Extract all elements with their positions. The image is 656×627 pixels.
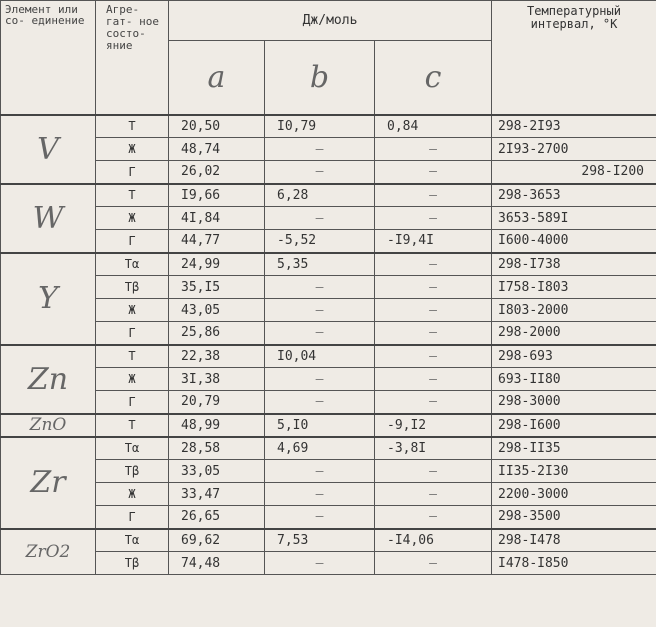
coef-b-cell: — (265, 460, 375, 483)
coef-c-cell: — (375, 506, 492, 529)
table-row (1, 115, 656, 138)
temp-range-cell: 298-2I93 (492, 115, 656, 138)
coef-b-cell: — (265, 322, 375, 345)
coef-a-cell: 28,58 (169, 437, 265, 460)
table-row (1, 552, 656, 575)
table-row (1, 253, 656, 276)
coef-a-cell: 74,48 (169, 552, 265, 575)
element-cell: W (1, 184, 96, 253)
coef-a-cell: 33,05 (169, 460, 265, 483)
temp-range-cell: 298-3653 (492, 184, 656, 207)
table-row (1, 414, 656, 437)
state-cell: Т (96, 414, 169, 437)
temp-range-cell: 298-II35 (492, 437, 656, 460)
coef-c-cell: — (375, 322, 492, 345)
temp-range-cell: 3653-589I (492, 207, 656, 230)
element-cell: ZnO (1, 414, 96, 437)
state-cell: Т (96, 184, 169, 207)
coef-b-cell: 6,28 (265, 184, 375, 207)
coef-b-cell: — (265, 506, 375, 529)
header-units: Дж/моль (169, 1, 492, 41)
element-cell: V (1, 115, 96, 184)
temp-range-cell: I600-4000 (492, 230, 656, 253)
state-cell: Тα (96, 437, 169, 460)
temp-range-cell: 298-3000 (492, 391, 656, 414)
coef-a-cell: 48,74 (169, 138, 265, 161)
state-cell: Г (96, 506, 169, 529)
table-row (1, 184, 656, 207)
coef-a-cell: 20,79 (169, 391, 265, 414)
coef-c-cell: -3,8I (375, 437, 492, 460)
state-cell: Тα (96, 253, 169, 276)
coef-b-cell: — (265, 299, 375, 322)
temp-range-cell: 298-I478 (492, 529, 656, 552)
coef-a-cell: 25,86 (169, 322, 265, 345)
table-row (1, 460, 656, 483)
coef-c-cell: — (375, 161, 492, 184)
table-row (1, 138, 656, 161)
coef-b-cell: — (265, 552, 375, 575)
element-cell: Zr (1, 437, 96, 529)
coef-a-cell: 69,62 (169, 529, 265, 552)
coef-b-cell: 7,53 (265, 529, 375, 552)
coef-a-cell: 48,99 (169, 414, 265, 437)
coef-b-cell: — (265, 368, 375, 391)
header-coef-c: c (375, 41, 492, 115)
table-row (1, 299, 656, 322)
temp-range-cell: 2200-3000 (492, 483, 656, 506)
coef-b-cell: — (265, 161, 375, 184)
element-cell: ZrO2 (1, 529, 96, 575)
coef-b-cell: 5,35 (265, 253, 375, 276)
table-row (1, 161, 656, 184)
temp-range-cell: 298-I200 (492, 161, 656, 184)
state-cell: Г (96, 161, 169, 184)
temp-range-cell: 693-II80 (492, 368, 656, 391)
coef-a-cell: I9,66 (169, 184, 265, 207)
coef-c-cell: — (375, 276, 492, 299)
coef-c-cell: — (375, 460, 492, 483)
coef-c-cell: — (375, 253, 492, 276)
element-cell: Y (1, 253, 96, 345)
coef-c-cell: -I9,4I (375, 230, 492, 253)
header-coef-b: b (265, 41, 375, 115)
coef-b-cell: — (265, 483, 375, 506)
state-cell: Г (96, 391, 169, 414)
coef-c-cell: — (375, 483, 492, 506)
coef-a-cell: 35,I5 (169, 276, 265, 299)
temp-range-cell: 298-I738 (492, 253, 656, 276)
table-row (1, 276, 656, 299)
temp-range-cell: I803-2000 (492, 299, 656, 322)
table-body (1, 115, 656, 575)
temp-range-cell: I478-I850 (492, 552, 656, 575)
coef-c-cell: -9,I2 (375, 414, 492, 437)
coef-a-cell: 26,65 (169, 506, 265, 529)
state-cell: Тα (96, 529, 169, 552)
coef-c-cell: — (375, 552, 492, 575)
table-row (1, 322, 656, 345)
temp-range-cell: 298-3500 (492, 506, 656, 529)
temp-range-cell: 2I93-2700 (492, 138, 656, 161)
coef-b-cell: — (265, 207, 375, 230)
state-cell: Ж (96, 368, 169, 391)
coef-a-cell: 24,99 (169, 253, 265, 276)
coef-c-cell: — (375, 345, 492, 368)
coef-a-cell: 20,50 (169, 115, 265, 138)
table-row (1, 368, 656, 391)
temp-range-cell: 298-693 (492, 345, 656, 368)
table-row (1, 207, 656, 230)
coef-a-cell: 4I,84 (169, 207, 265, 230)
coef-a-cell: 33,47 (169, 483, 265, 506)
header-temperature-range: Температурный интервал, °К (492, 1, 656, 115)
coef-b-cell: -5,52 (265, 230, 375, 253)
table-row (1, 345, 656, 368)
state-cell: Ж (96, 483, 169, 506)
coef-c-cell: — (375, 184, 492, 207)
coef-c-cell: 0,84 (375, 115, 492, 138)
state-cell: Тβ (96, 276, 169, 299)
table-row (1, 506, 656, 529)
header-coef-a: a (169, 41, 265, 115)
coef-c-cell: — (375, 299, 492, 322)
coef-b-cell: I0,04 (265, 345, 375, 368)
coef-c-cell: — (375, 391, 492, 414)
element-cell: Zn (1, 345, 96, 414)
state-cell: Тβ (96, 460, 169, 483)
temp-range-cell: I758-I803 (492, 276, 656, 299)
state-cell: Ж (96, 299, 169, 322)
state-cell: Тβ (96, 552, 169, 575)
coef-a-cell: 26,02 (169, 161, 265, 184)
header-state: Агре- гат- ное состо- яние (96, 1, 169, 115)
coef-a-cell: 22,38 (169, 345, 265, 368)
table-row (1, 230, 656, 253)
table-row (1, 483, 656, 506)
coef-b-cell: — (265, 138, 375, 161)
table-row (1, 391, 656, 414)
state-cell: Г (96, 322, 169, 345)
state-cell: Т (96, 115, 169, 138)
coef-a-cell: 44,77 (169, 230, 265, 253)
coef-b-cell: — (265, 276, 375, 299)
state-cell: Т (96, 345, 169, 368)
coef-b-cell: 4,69 (265, 437, 375, 460)
temp-range-cell: 298-2000 (492, 322, 656, 345)
state-cell: Г (96, 230, 169, 253)
temp-range-cell: II35-2I30 (492, 460, 656, 483)
coef-a-cell: 3I,38 (169, 368, 265, 391)
coef-b-cell: I0,79 (265, 115, 375, 138)
coef-b-cell: — (265, 391, 375, 414)
coef-a-cell: 43,05 (169, 299, 265, 322)
temp-range-cell: 298-I600 (492, 414, 656, 437)
table-row (1, 529, 656, 552)
coef-c-cell: -I4,06 (375, 529, 492, 552)
coef-c-cell: — (375, 207, 492, 230)
table-row (1, 437, 656, 460)
state-cell: Ж (96, 207, 169, 230)
header-element: Элемент или со- единение (1, 1, 96, 115)
coef-c-cell: — (375, 138, 492, 161)
state-cell: Ж (96, 138, 169, 161)
coef-b-cell: 5,I0 (265, 414, 375, 437)
coef-c-cell: — (375, 368, 492, 391)
